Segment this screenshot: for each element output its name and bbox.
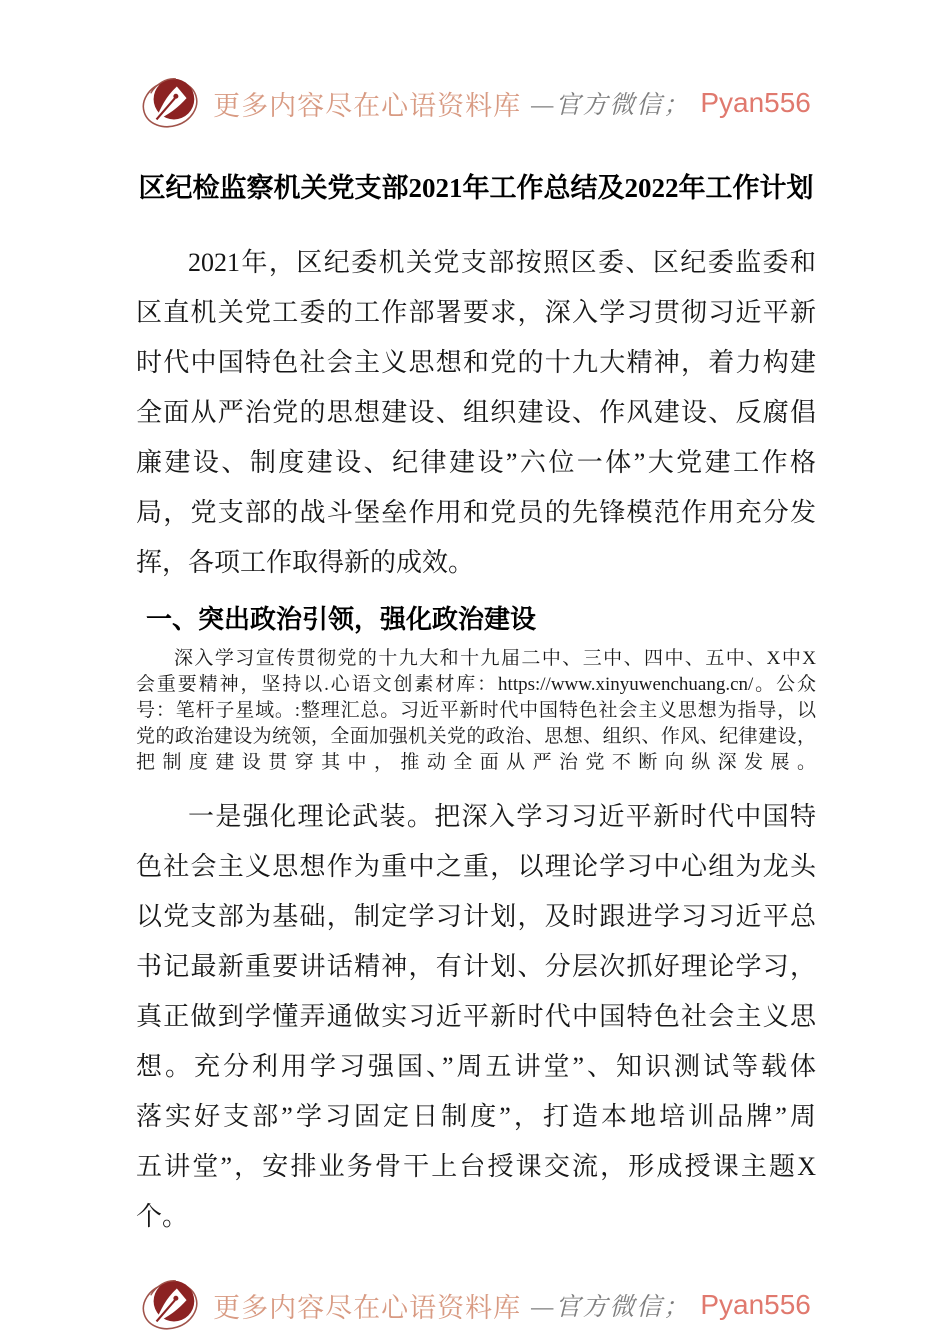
text-line: 五讲堂”，安排业务骨干上台授课交流，形成授课主题X个。 xyxy=(136,1152,816,1231)
text-line: 挥，各项工作取得新的成效。 xyxy=(136,548,475,577)
text-line: 一是强化理论武装。把深入学习习近平新时代中国特 xyxy=(188,802,816,831)
text-line: 局，党支部的战斗堡垒作用和党员的先锋模范作用充分发 xyxy=(136,498,816,527)
text-line: 2021年，区纪委机关党支部按照区委、区纪委监委和 xyxy=(188,248,816,277)
text-line: 把制度建设贯穿其中，推动全面从严治党不断向纵深发展。 xyxy=(136,752,816,773)
text-line: 书记最新重要讲话精神，有计划、分层次抓好理论学习， xyxy=(136,952,816,981)
text-line: 真正做到学懂弄通做实习近平新时代中国特色社会主义思 xyxy=(136,1002,816,1031)
pen-logo-icon xyxy=(141,72,203,134)
paragraph-1 xyxy=(136,238,816,588)
text-line: 深入学习宣传贯彻党的十九大和十九届二中、三中、四中、五中、X中X xyxy=(174,648,816,669)
section-heading-1: 一、突出政治引领，强化政治建设 xyxy=(146,604,537,634)
watermark-header xyxy=(136,0,816,134)
note-paragraph xyxy=(136,646,816,776)
watermark-main-text: 更多内容尽在心语资料库 xyxy=(213,1292,522,1323)
watermark-dash-text: —官方微信； xyxy=(531,1294,691,1321)
text-line: 党的政治建设为统领，全面加强机关党的政治、思想、组织、作风、纪律建设， xyxy=(136,726,816,747)
document-title: 区纪检监察机关党支部2021年工作总结及2022年工作计划 xyxy=(138,173,814,203)
watermark-main-text: 更多内容尽在心语资料库 xyxy=(213,90,522,121)
paragraph-2 xyxy=(136,792,816,1242)
text-line: 想。充分利用学习强国、”周五讲堂”、知识测试等载体 xyxy=(136,1052,816,1081)
text-line: 会重要精神，坚持以.心语文创素材库：https://www.xinyuwenchuang.cn/。公众 xyxy=(136,674,816,695)
text-line: 廉建设、制度建设、纪律建设”六位一体”大党建工作格 xyxy=(136,448,816,477)
text-line: 色社会主义思想作为重中之重，以理论学习中心组为龙头 xyxy=(136,852,816,881)
watermark-footer xyxy=(136,1274,816,1336)
text-line: 号：笔杆子星域。:整理汇总。习近平新时代中国特色社会主义思想为指导，以 xyxy=(136,700,816,721)
text-line: 时代中国特色社会主义思想和党的十九大精神，着力构建 xyxy=(136,348,816,377)
text-line: 全面从严治党的思想建设、组织建设、作风建设、反腐倡 xyxy=(136,398,816,427)
text-line: 落实好支部”学习固定日制度”，打造本地培训品牌”周 xyxy=(136,1102,816,1131)
text-line: 以党支部为基础，制定学习计划，及时跟进学习习近平总 xyxy=(136,902,816,931)
watermark-dash-text: —官方微信； xyxy=(531,92,691,119)
watermark-wechat-id: Pyan556 xyxy=(700,87,811,118)
pen-logo-icon xyxy=(141,1274,203,1336)
watermark-wechat-id: Pyan556 xyxy=(700,1289,811,1320)
text-line: 区直机关党工委的工作部署要求，深入学习贯彻习近平新 xyxy=(136,298,816,327)
